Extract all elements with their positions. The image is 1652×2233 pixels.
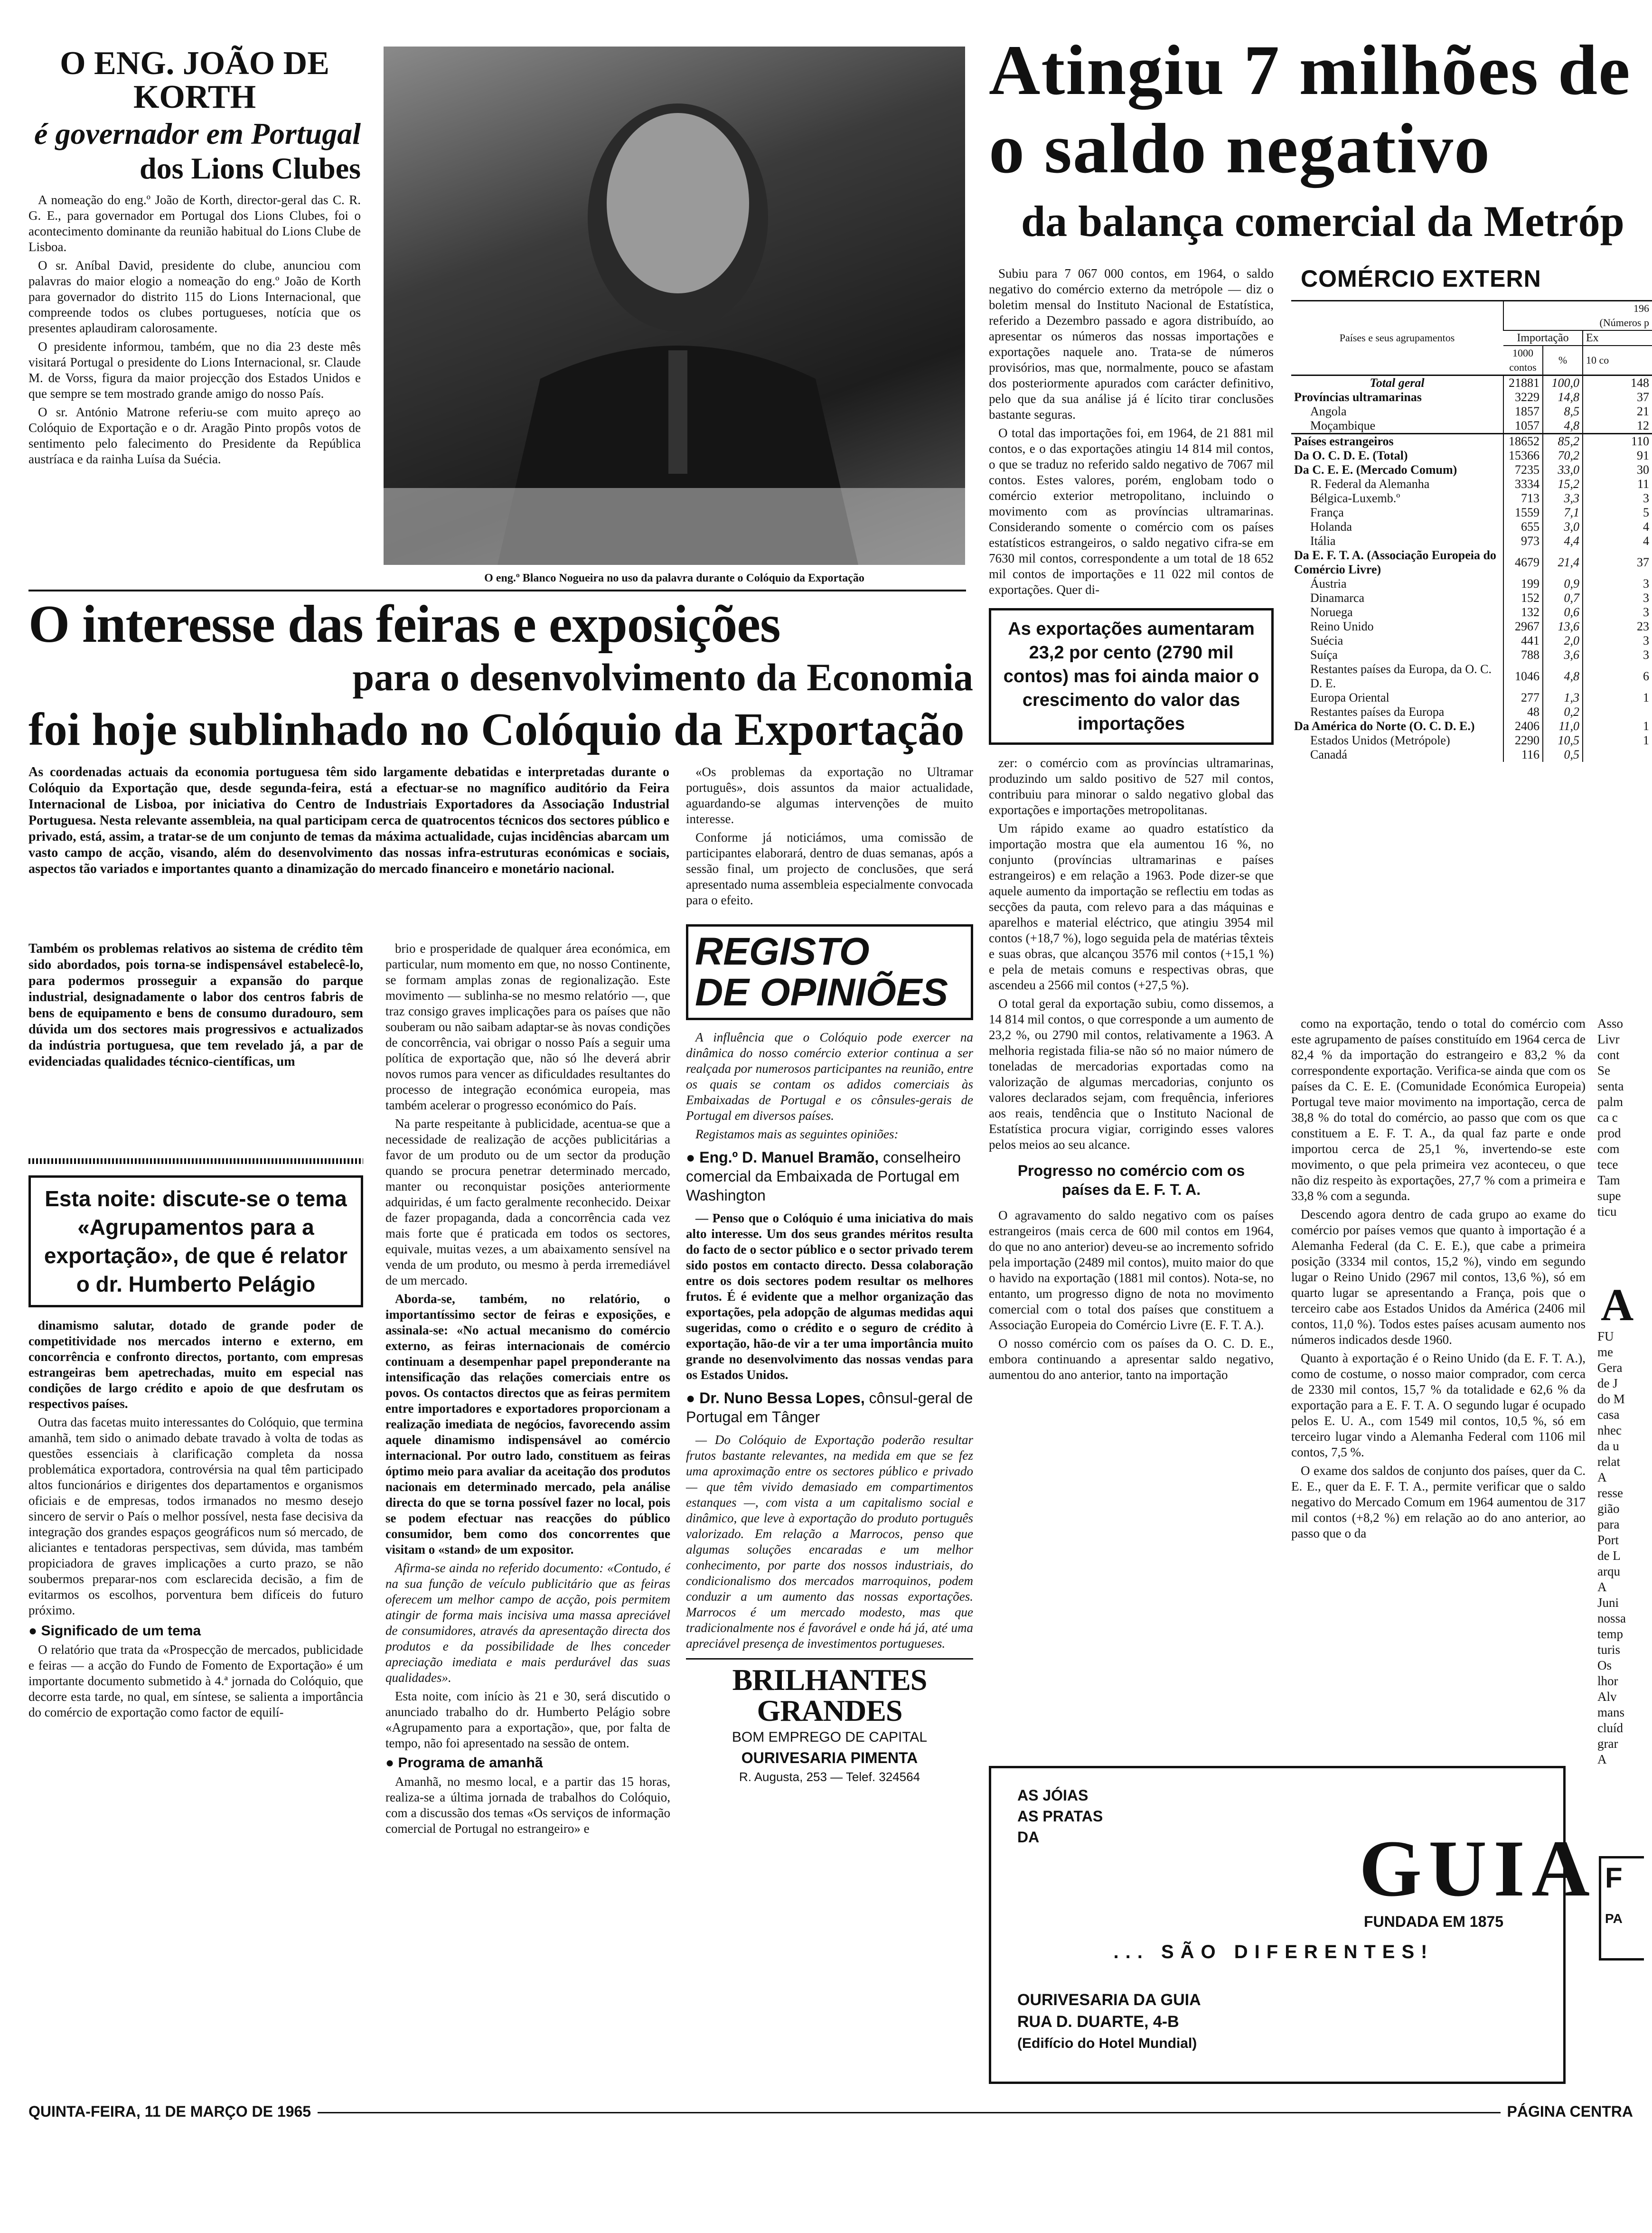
subhead-programa: ● Programa de amanhã [385, 1755, 543, 1771]
table-cell-import-value: 2290 [1503, 733, 1543, 748]
table-cell-import-pct: 33,0 [1543, 463, 1583, 477]
table-cell-import-pct: 21,4 [1543, 548, 1583, 577]
table-cell-country: Da América do Norte (O. C. D. E.) [1294, 719, 1475, 733]
exports-box: As exportações aumentaram 23,2 por cento (2790 mil contos) mas foi ainda maior o crescimento do valor das importações [989, 608, 1274, 745]
edge-word: me [1597, 1345, 1613, 1359]
subhead-significado: ● Significado de um tema [28, 1623, 201, 1639]
edge-word: mans [1597, 1705, 1624, 1719]
edge-word: arqu [1597, 1564, 1620, 1578]
guia-street: RUA D. DUARTE, 4-B [1017, 2013, 1179, 2031]
table-cell-export-value: 3 [1583, 591, 1652, 605]
table-row [1291, 449, 1652, 463]
table-cell-import-pct: 2,0 [1543, 634, 1583, 648]
edge-word: grar [1597, 1736, 1618, 1751]
table-cell-export-value: 3 [1583, 648, 1652, 662]
feiras-col1-body [28, 1318, 363, 1618]
table-cell-import-value: 18652 [1503, 434, 1543, 449]
table-cell-export-value: 6 [1583, 662, 1652, 691]
feiras-headline-1: O interesse das feiras e exposições [28, 595, 780, 654]
table-cell-import-value: 655 [1503, 520, 1543, 534]
registo-title-2: DE OPINIÕES [695, 971, 948, 1014]
edge-word: Livr [1597, 1032, 1620, 1046]
balanca-paragraph: O exame dos saldos de conjunto dos países, quer da C. E. E., quer da E. F. T. A., permite verificar que o saldo negativo do Mercado Comum em 1964 aumentou de 317 mil contos (+8,2 %) em relação ao do ano anterior, ao passo que o da [1291, 1464, 1586, 1540]
table-row [1291, 477, 1652, 491]
balanca-headline-1: Atingiu 7 milhões de [989, 31, 1631, 110]
table-cell-export-value [1583, 748, 1652, 762]
subhead-efta: Progresso no comércio com os países da E. F. T. A. [1017, 1162, 1245, 1198]
table-row [1291, 506, 1652, 520]
brilhantes-ad [686, 1658, 973, 1784]
table-cell-country: Canadá [1310, 748, 1347, 761]
table-cell-country: Estados Unidos (Metrópole) [1310, 733, 1450, 747]
edge-word: resse [1597, 1486, 1623, 1500]
table-cell-export-value: 91 [1583, 449, 1652, 463]
edge-word: senta [1597, 1079, 1624, 1093]
table-row [1291, 463, 1652, 477]
edge-word: Asso [1597, 1016, 1624, 1031]
balanca-paragraph: Descendo agora dentro de cada grupo ao exame do comércio por países vemos que quanto à importação é a Alemanha Federal (da C. E. E.), que cabe a primeira posição (3334 mil contos, 15,2 %), vindo em segundo lugar o Reino Unido (2967 mil contos, 13,6 %), só em quarto lugar se apresentando a França, pois que o terceiro cabe aos Estados Unidos da América (2406 mil contos, 11,0 %). Todos estes países acusam aumento nos números indicados desde 1960. [1291, 1207, 1586, 1347]
table-cell-import-value: 3229 [1503, 390, 1543, 404]
guia-shop: OURIVESARIA DA GUIA [1017, 1991, 1201, 2009]
news-photo [384, 47, 965, 565]
table-cell-import-pct: 11,0 [1543, 719, 1583, 733]
table-cell-import-value: 15366 [1503, 449, 1543, 463]
table-row [1291, 419, 1652, 434]
balanca-paragraph: O total das importações foi, em 1964, de 21 881 mil contos, e o das exportações atingiu 14 814 mil contos, o que se traduz no referido saldo negativo de 7067 mil contos. Estes valores, porém, englobam todo o comércio exterior metropolitano, incluindo o movimento com as províncias ultramarinas. Considerando somente o comércio com os países estatísticos estrangeiros, o saldo negativo cifra-se em 7630 mil contos, correspondente a um total de 18 652 mil contos de importações e 11 022 mil contos de exportações. Quer di- [989, 426, 1274, 597]
korth-article [28, 47, 361, 470]
table-row [1291, 434, 1652, 449]
table-cell-import-value: 116 [1503, 748, 1543, 762]
table-cell-import-pct: 13,6 [1543, 619, 1583, 634]
edge-word: supe [1597, 1189, 1621, 1203]
balanca-paragraph: O total geral da exportação subiu, como dissemos, a 14 814 mil contos, o que corresponde a um aumento de 23,2 %, ou 2790 mil contos, relativamente a 1963. A melhoria registada filia-se não só no maior número de toneladas de mercadorias exportadas como na valorização de algumas mercadorias, conjunto os valores declarados sejam, com frequência, inferiores aos reais, tendência que o Instituto Nacional de Estatística procura vigiar, corrigindo esses valores pelos meios ao seu alcance. [989, 996, 1274, 1152]
unit-contos: 1000 contos [1509, 347, 1537, 373]
table-cell-import-pct: 100,0 [1543, 375, 1583, 391]
table-cell-country: Da O. C. D. E. (Total) [1294, 449, 1408, 462]
table-cell-import-value: 1857 [1503, 404, 1543, 419]
edge-word: Alv [1597, 1689, 1617, 1704]
table-cell-import-pct: 3,3 [1543, 491, 1583, 506]
guia-address-block [1017, 1989, 1201, 2055]
table-cell-export-value: 148 [1583, 375, 1652, 391]
balanca-headline-3: da balança comercial da Metróp [1021, 197, 1624, 245]
table-cell-country: França [1310, 506, 1344, 519]
subhead-significado-text: Significado de um tema [41, 1623, 201, 1639]
table-cell-country: Dinamarca [1310, 591, 1365, 605]
table-cell-import-pct: 3,0 [1543, 520, 1583, 534]
table-cell-import-value: 713 [1503, 491, 1543, 506]
edge-word: Se [1597, 1063, 1610, 1078]
significado-text: O relatório que trata da «Prospecção de mercados, publicidade e feiras — a acção do Fundo de Fomento de Exportação» é um importante documento submetido à 4.ª jornada do Colóquio, que decorre esta tarde, no qual, em síntese, se salienta a importância do comércio de exportação como factor de equilí- [28, 1642, 363, 1719]
opinioes-paragraph: Conforme já noticiámos, uma comissão de participantes elaborará, dentro de duas semanas, após a sessão final, um projecto de conclusões, que será apresentado numa assembleia especialmente convocada para o efeito. [686, 830, 973, 907]
guia-building: (Edifício do Hotel Mundial) [1017, 2036, 1197, 2051]
table-row [1291, 719, 1652, 733]
guia-founded: FUNDADA EM 1875 [1364, 1913, 1503, 1930]
table-cell-country: Angola [1310, 404, 1347, 418]
opinion-2-text: — Do Colóquio de Exportação poderão resultar frutos bastante relevantes, na medida em que se fez uma aproximação entre os sectores público e privado — que têm vivido demasiado em compartimentos estanques —, com vista a um capitalismo social e dinâmico, que leve à exportação do produto português valorizado. Em relação a Marrocos, penso que algumas soluções encaradas e um melhor conhecimento, por parte dos nossos industriais, do condicionalismo dos mercados marroquinos, podem conduzir a um aumento das nossas exportações. Marrocos é um mercado modesto, mas que tradicionalmente nos é favorável e onde há já, até uma apreciável presença de investimentos portugueses. [686, 1433, 973, 1651]
edge-word: lhor [1597, 1674, 1618, 1688]
table-row [1291, 705, 1652, 719]
opinion-2-header: ● Dr. Nuno Bessa Lopes, cônsul-geral de Portugal em Tânger [686, 1389, 973, 1426]
table-cell-country: Da C. E. E. (Mercado Comum) [1294, 463, 1457, 477]
brilhantes-title: BRILHANTES GRANDES [732, 1663, 927, 1728]
opinion-1-header: ● Eng.º D. Manuel Bramão, conselheiro comercial da Embaixada de Portugal em Washington [686, 1149, 961, 1204]
brilhantes-subtitle: BOM EMPREGO DE CAPITAL [732, 1729, 928, 1745]
footer-date: QUINTA-FEIRA, 11 DE MARÇO DE 1965 [28, 2103, 318, 2120]
opinioes-paragraph: «Os problemas da exportação no Ultramar português», dois assuntos da maior actualidade, aguardando-se algumas intervenções de muito interesse. [686, 765, 973, 826]
table-cell-export-value: 3 [1583, 605, 1652, 619]
feiras-col1 [28, 1158, 363, 1723]
table-cell-export-value: 4 [1583, 534, 1652, 548]
divider-rule [28, 590, 966, 591]
feiras-paragraph: Esta noite, com início às 21 e 30, será discutido o anunciado trabalho do dr. Humberto Pelágio sobre «Agrupamento para a exportação», que, por falta de tempo, não foi apresentado na sessão de ontem. [385, 1689, 670, 1750]
edge-word: Os [1597, 1658, 1612, 1672]
table-cell-import-value: 48 [1503, 705, 1543, 719]
edge-letter-a: A [1601, 1279, 1634, 1330]
guia-tagline-2: AS PRATAS [1017, 1808, 1103, 1825]
edge-word: nhec [1597, 1423, 1622, 1437]
edge-word: turis [1597, 1642, 1621, 1657]
table-cell-export-value: 3 [1583, 491, 1652, 506]
opinioes-intro: A influência que o Colóquio pode exercer na dinâmica do nosso comércio exterior continua a ser realçada por numerosos participantes na reunião, entre os quais se contam os adidos comerciais às Embaixadas de Portugal e os cônsules-gerais de Portugal em diversos países. [686, 1030, 973, 1123]
edge-word: ca c [1597, 1110, 1618, 1125]
opinion-1-name: Eng.º D. Manuel Bramão, [699, 1149, 879, 1166]
table-cell-country: Europa Oriental [1310, 691, 1389, 704]
feiras-lead [28, 764, 669, 877]
table-cell-import-pct: 85,2 [1543, 434, 1583, 449]
korth-title-2: é governador em Portugal [34, 116, 361, 150]
table-cell-import-pct: 0,6 [1543, 605, 1583, 619]
opinioes-registamos: Registamos mais as seguintes opiniões: [695, 1127, 899, 1141]
table-cell-country: Suécia [1310, 634, 1343, 647]
table-cell-export-value: 30 [1583, 463, 1652, 477]
opinion-2-name: Dr. Nuno Bessa Lopes, [699, 1389, 865, 1407]
table-cell-import-value: 7235 [1503, 463, 1543, 477]
table-cell-export-value: 21 [1583, 404, 1652, 419]
table-cell-export-value: 37 [1583, 390, 1652, 404]
table-cell-import-pct: 0,5 [1543, 748, 1583, 762]
brilhantes-address: R. Augusta, 253 — Telef. 324564 [739, 1769, 920, 1784]
table-cell-import-pct: 10,5 [1543, 733, 1583, 748]
table-cell-import-value: 132 [1503, 605, 1543, 619]
table-row [1291, 577, 1652, 591]
table-cell-country: Total geral [1370, 376, 1425, 390]
edge-word: Tam [1597, 1173, 1620, 1187]
guia-tagline-3: DA [1017, 1829, 1040, 1846]
edge-word: para [1597, 1517, 1620, 1531]
edge-word: relat [1597, 1454, 1620, 1469]
year-head-year: 196 [1633, 302, 1649, 314]
edge-word: casa [1597, 1407, 1620, 1422]
table-cell-import-value: 2406 [1503, 719, 1543, 733]
table-cell-import-value: 277 [1503, 691, 1543, 705]
table-cell-import-value: 1559 [1503, 506, 1543, 520]
table-cell-import-pct: 8,5 [1543, 404, 1583, 419]
year-head-units: (Números p [1599, 317, 1649, 328]
balanca-col1 [989, 266, 1274, 1386]
table-row [1291, 691, 1652, 705]
table-cell-export-value: 5 [1583, 506, 1652, 520]
table-cell-import-value: 788 [1503, 648, 1543, 662]
brilhantes-shop: OURIVESARIA PIMENTA [741, 1749, 918, 1766]
edge-word: de L [1597, 1548, 1621, 1563]
table-cell-export-value: 37 [1583, 548, 1652, 577]
stats-table [1291, 300, 1652, 762]
table-row [1291, 619, 1652, 634]
table-cell-export-value: 3 [1583, 577, 1652, 591]
opinion-2-role: cônsul-geral de Portugal em Tânger [686, 1389, 973, 1426]
korth-paragraph: O sr. António Matrone referiu-se com muito apreço ao Colóquio de Exportação e o dr. Aragão Pinto propôs votos de sentimento pelo falecimento do Presidente da República austríaca e da rainha Luísa da Suécia. [28, 405, 361, 467]
edge-word: do M [1597, 1392, 1625, 1406]
table-cell-country: Restantes países da Europa, da O. C. D. E. [1310, 662, 1492, 690]
table-cell-export-value: 110 [1583, 434, 1652, 449]
feiras-paragraph: brio e prosperidade de qualquer área económica, em particular, num momento em que, no nosso Continente, se formam amplas zonas de regionalização. Este movimento — sublinha-se no mesmo relatório —, que traz consigo graves implicações para os países que não souberam ou não saibam adaptar-se às novas condições de concorrência, vai obrigar o nosso País a seguir uma política de exportação que, não só lhe deverá abrir novos rumos para vencer as dificuldades resultantes do processo de integração económica europeia, mas também acelerar o progresso económico do País. [385, 941, 670, 1112]
edge-word: A [1597, 1752, 1607, 1766]
feiras-lead-2: Também os problemas relativos ao sistema de crédito têm sido abordados, pois torna-se indispensável estabelecê-lo, para podermos prosseguir a expansão do parque industrial, designadamente o labor dos centros fabris de bens de equipamento e bens de consumo duradouro, sem dúvida um dos sectores mais progressivos e actualizados da indústria portuguesa, que tem revelado já, a par de evidenciadas qualidades técnico-científicas, um [28, 941, 363, 1069]
table-title: COMÉRCIO EXTERN [1301, 265, 1541, 292]
edge-word: nossa [1597, 1611, 1626, 1625]
footer-page: PÁGINA CENTRA [1501, 2103, 1633, 2120]
table-cell-import-value: 3334 [1503, 477, 1543, 491]
table-cell-country: Restantes países da Europa [1310, 705, 1445, 719]
year-head [1503, 301, 1652, 331]
export-head: Ex [1583, 330, 1652, 346]
table-cell-country: Moçambique [1310, 419, 1376, 432]
edge-word: prod [1597, 1126, 1621, 1140]
table-cell-country: R. Federal da Alemanha [1310, 477, 1430, 491]
registo-opinioes-box [686, 924, 973, 1020]
table-cell-export-value: 3 [1583, 634, 1652, 648]
edge-ad-pa: PA [1605, 1911, 1623, 1926]
speaker-silhouette [384, 47, 965, 565]
table-cell-country: Províncias ultramarinas [1294, 390, 1422, 404]
guia-tagline-1: AS JÓIAS [1017, 1787, 1089, 1804]
table-cell-import-value: 1057 [1503, 419, 1543, 434]
table-cell-export-value: 1 [1583, 719, 1652, 733]
comercio-table [1291, 265, 1649, 762]
table-cell-import-pct: 7,1 [1543, 506, 1583, 520]
table-cell-import-value: 973 [1503, 534, 1543, 548]
table-cell-import-value: 152 [1503, 591, 1543, 605]
feiras-paragraph: Outra das facetas muito interessantes do Colóquio, que termina amanhã, tem sido o animado debate travado à volta de todas as questões essenciais à clarificação completa da nossa problemática exportadora, controvérsia na qual têm participado altos funcionários e dirigentes dos departamentos e organismos oficiais e de empresas, todos irmanados no mesmo desejo sincero de servir o País o melhor possível, nesta fase decisiva da integração dos grandes espaços geográficos num só mercado, de aliciantes e tentadoras perspectivas, sem dúvida, mas também propiciadora de graves implicações a curto prazo, se não soubermos preparar-nos com esclarecida decisão, a fim de evitarmos os escolhos, porventura bem difíceis do futuro próximo. [28, 1415, 363, 1617]
balanca-paragraph: como na exportação, tendo o total do comércio com este agrupamento de países constituído em 1964 cerca de 82,4 % da importação do estrangeiro e 83,2 % da correspondente exportação. Verifica-se ainda que com os países da C. E. E. (Comunidade Económica Europeia) Portugal teve maior movimento na importação, cerca de 38,8 % do total do comércio, ao passo que com os que constituem a E. F. T. A., da qual faz parte e onde importou cerca de 25,1 %, invertendo-se este movimento, o que pela primeira vez aconteceu, o que não diz respeito às exportações, 27,7 % com a primeira e 33,8 % com a segunda. [1291, 1016, 1586, 1203]
edge-word: FU [1597, 1329, 1614, 1343]
feiras-paragraph: Afirma-se ainda no referido documento: «Contudo, é na sua função de veículo publicitário que as feiras oferecem um melhor campo de acção, pois permitem atingir de forma mais incisiva uma massa apreciável de consumidores, através da apresentação directa dos produtos e da possibilidade de lhes conceder apreciação imediata e mais perdurável das suas qualidades». [385, 1561, 670, 1685]
unit-pct: % [1543, 346, 1583, 375]
table-row [1291, 548, 1652, 577]
table-row [1291, 591, 1652, 605]
edge-column [1597, 1016, 1633, 1767]
edge-word: cont [1597, 1048, 1620, 1062]
feiras-col2 [385, 941, 670, 1839]
table-cell-export-value: 23 [1583, 619, 1652, 634]
footer [28, 2103, 1633, 2122]
korth-title-3: dos Lions Clubes [140, 151, 361, 186]
table-cell-export-value: 4 [1583, 520, 1652, 534]
korth-paragraph: O sr. Aníbal David, presidente do clube, anunciou com palavras do maior elogio a nomeação do eng.º João de Korth para governador do distrito 115 do Lions Internacional, que compreende todos os clubes portugueses, notícia que os presentes aplaudiram calorosamente. [28, 258, 361, 336]
table-row [1291, 520, 1652, 534]
table-cell-country: Da E. F. T. A. (Associação Europeia do Comércio Livre) [1294, 548, 1496, 576]
countries-head: Países e seus agrupamentos [1339, 332, 1455, 344]
feiras-paragraph: dinamismo salutar, dotado de grande poder de competitividade nos mercados interno e externo, em concorrência e confronto directos, portanto, com empresas estrangeiras bem apetrechadas, muito em especial nas condições de largo crédito e apoio de que desfrutam os respectivos países. [28, 1318, 363, 1411]
table-cell-import-pct: 4,8 [1543, 662, 1583, 691]
table-cell-import-pct: 0,9 [1543, 577, 1583, 591]
edge-word: temp [1597, 1627, 1623, 1641]
table-cell-country: Reino Unido [1310, 619, 1374, 633]
korth-body [28, 192, 361, 467]
opinion-1-text: — Penso que o Colóquio é uma iniciativa do mais alto interesse. Um dos seus grandes méritos resulta do facto de o sector público e o sector privado terem sido postos em contacto directo. Dessa colaboração entre os dois sectores podem resultar os melhores frutos. É é evidente que a melhor organização das exportações, pela adopção de algumas medidas aqui sugeridas, como o crédito e o seguro de crédito à exportação, hão-de vir a ter uma importância muito grande no desenvolvimento das nossas vendas para os Estados Unidos. [686, 1211, 973, 1382]
tonight-box: Esta noite: discute-se o tema «Agrupamentos para a exportação», de que é relator o dr. Humberto Pelágio [28, 1175, 363, 1307]
balanca-paragraph: Subiu para 7 067 000 contos, em 1964, o saldo negativo do comércio externo da metrópole — diz o boletim mensal do Instituto Nacional de Estatística, referido a Dezembro passado e agora distribuído, ao apresentar os números das nossas importações e exportações naquele ano. Trata-se de números provisórios, mas que, normalmente, pouco se afastam dos posteriormente apurados com carácter definitivo, pelo que da sua análise já é lícito tirar conclusões bastante seguras. [989, 266, 1274, 422]
table-cell-country: Itália [1310, 534, 1336, 548]
table-cell-export-value: 12 [1583, 419, 1652, 434]
edge-word: de J [1597, 1376, 1618, 1390]
divider-rule [28, 1158, 363, 1164]
table-row [1291, 648, 1652, 662]
programa-text: Amanhã, no mesmo local, e a partir das 15 horas, realiza-se a última jornada de trabalhos do Colóquio, com a discussão dos temas «Os serviços de informação comercial de Portugal no estrangeiro» e [385, 1774, 670, 1836]
feiras-paragraph: Aborda-se, também, no relatório, o importantíssimo sector de feiras e exposições, e assinala-se: «No actual mecanismo do comércio externo, as feiras internacionais de comércio continuam a desempenhar papel preponderante na intensificação das relações comerciais entre os povos. Os contactos directos que as feiras permitem entre importadores e exportadores proporcionam a realização imediata de negócios, favorecendo assim aquele dinamismo indispensável ao comércio internacional. Por outro lado, constituem as feiras óptimo meio para avaliar da aceitação dos produtos nacionais em determinado mercado, pela análise directa do que se torna possível fazer no local, pois se podem efectuar nas reacções do público consumidor, bem como dos concorrentes que visitam o «stand» de um expositor. [385, 1292, 670, 1557]
edge-ad-f: F [1605, 1862, 1623, 1894]
edge-word: tece [1597, 1157, 1618, 1172]
table-cell-import-pct: 4,4 [1543, 534, 1583, 548]
edge-word: cluíd [1597, 1721, 1623, 1735]
opinioes-column [686, 764, 973, 1784]
edge-word: Juni [1597, 1595, 1619, 1610]
balanca-col2 [1291, 1016, 1586, 1544]
table-cell-import-pct: 0,7 [1543, 591, 1583, 605]
feiras-headline-3: foi hoje sublinhado no Colóquio da Exportação [28, 704, 965, 755]
table-cell-export-value: 11 [1583, 477, 1652, 491]
edge-word: Port [1597, 1533, 1619, 1547]
balanca-headline [989, 31, 1633, 245]
registo-title-1: REGISTO [695, 930, 870, 973]
balanca-paragraph: zer: o comércio com as províncias ultramarinas, produzindo um saldo positivo de 527 mil contos, contribuiu para minorar o saldo negativo global das exportações e importações metropolitanas. [989, 756, 1274, 817]
balanca-paragraph: Um rápido exame ao quadro estatístico da importação mostra que ela aumentou 16 %, no conjunto (províncias ultramarinas e países estrangeiros) e em relação a 1963. Pode dizer-se que aquele aumento da importação se reflectiu em todas as secções da pauta, com relevo para a das máquinas e aparelhos e material eléctrico, que atingiu 3954 mil contos (+18,7 %), logo seguida pela de matérias têxteis e suas obras, que alcançou 3576 mil contos (+15,1 %) e pela de metais comuns e respectivas obras, que ascendeu a 2566 mil contos (+27,5 %). [989, 821, 1274, 992]
guia-brand: GUIA [1359, 1824, 1596, 1913]
korth-paragraph: A nomeação do eng.º João de Korth, director-geral das C. R. G. E., para governador em Portugal dos Lions Clubes, foi o acontecimento dominante da reunião habitual do Lions Clube de Lisboa. [28, 193, 361, 254]
table-cell-export-value [1583, 705, 1652, 719]
edge-ad-box [1599, 1856, 1644, 1961]
import-head: Importação [1517, 332, 1569, 344]
table-cell-import-value: 199 [1503, 577, 1543, 591]
korth-title-1: O ENG. JOÃO DE KORTH [60, 45, 329, 116]
table-row [1291, 534, 1652, 548]
table-cell-import-pct: 14,8 [1543, 390, 1583, 404]
balanca-paragraph: Quanto à exportação é o Reino Unido (da E. F. T. A.), como de costume, o nosso maior comprador, com cerca de 2330 mil contos, 15,7 % da totalidade e 62,6 % da exportação para a E. F. T. A. O segundo lugar é ocupado pelos E. U. A., com 1549 mil contos, 10,5 %, só em terceiro lugar vindo a Alemanha Federal com 1106 mil contos, 7,5 %. [1291, 1351, 1586, 1459]
table-cell-country: Áustria [1310, 577, 1347, 591]
photo-caption: O eng.º Blanco Nogueira no uso da palavra durante o Colóquio da Exportação [484, 572, 864, 584]
table-cell-country: Bélgica-Luxemb.º [1310, 491, 1400, 505]
table-cell-import-pct: 15,2 [1543, 477, 1583, 491]
subhead-programa-text: Programa de amanhã [398, 1755, 543, 1771]
table-cell-import-pct: 0,2 [1543, 705, 1583, 719]
table-cell-import-pct: 1,3 [1543, 691, 1583, 705]
table-cell-import-value: 1046 [1503, 662, 1543, 691]
guia-slogan: ... SÃO DIFERENTES! [1113, 1942, 1434, 1962]
table-cell-country: Holanda [1310, 520, 1352, 534]
edge-word: gião [1597, 1501, 1620, 1516]
table-cell-import-pct: 4,8 [1543, 419, 1583, 434]
balanca-paragraph: O agravamento do saldo negativo com os países estrangeiros (mais cerca de 600 mil contos em 1964, do que no ano anterior) deveu-se ao incremento sofrido pela importação (2489 mil contos), muito maior do que o havido na exportação (1881 mil contos). Nota-se, no entanto, um progresso digno de nota no movimento comercial com o total dos países que constituem a Associação Europeia do Comércio Livre (E. F. T. A.). [989, 1208, 1274, 1332]
balanca-headline-2: o saldo negativo [989, 109, 1491, 188]
korth-paragraph: O presidente informou, também, que no dia 23 deste mês visitará Portugal o presidente do Lions Internacional, sr. Claude M. de Vorss, figura da maior projecção dos Estados Unidos e que sempre se tem mostrado grande amigo do nosso País. [28, 339, 361, 401]
table-row [1291, 733, 1652, 748]
edge-word: Gera [1597, 1360, 1623, 1375]
table-cell-import-value: 441 [1503, 634, 1543, 648]
table-cell-export-value: 1 [1583, 691, 1652, 705]
balanca-paragraph: O nosso comércio com os países da O. C. D. E., embora continuando a apresentar saldo negativo, aumentou do ano anterior, tanto na importação [989, 1336, 1274, 1382]
guia-ad [989, 1766, 1596, 2084]
table-row [1291, 375, 1652, 391]
table-row [1291, 404, 1652, 419]
table-row [1291, 390, 1652, 404]
table-row [1291, 605, 1652, 619]
table-row [1291, 748, 1652, 762]
edge-word: ticu [1597, 1204, 1617, 1219]
table-cell-country: Suíça [1310, 648, 1338, 662]
table-body [1291, 375, 1652, 762]
table-row [1291, 634, 1652, 648]
table-cell-country: Países estrangeiros [1294, 434, 1394, 448]
table-cell-import-value: 4679 [1503, 548, 1543, 577]
edge-word: da u [1597, 1439, 1619, 1453]
edge-word: com [1597, 1142, 1620, 1156]
unit-contos-2: 10 co [1583, 346, 1652, 375]
table-cell-import-value: 21881 [1503, 375, 1543, 391]
table-cell-import-pct: 70,2 [1543, 449, 1583, 463]
edge-word: palm [1597, 1095, 1623, 1109]
table-cell-country: Noruega [1310, 605, 1353, 619]
feiras-paragraph: Na parte respeitante à publicidade, acentua-se que a necessidade de realização de acções publicitárias a favor de um produto ou de um sector da produção quando se procura penetrar determinado mercado, manter ou reconquistar posições anteriormente adquiridas, é um facto geralmente reconhecido. Deixar de fazer propaganda, dada a concorrência cada vez mais forte que é praticada em todos os sectores, equivale, muitas vezes, a um abaixamento sensível na venda de um produto, ou mesmo à perda irremediável de um mercado. [385, 1116, 670, 1287]
opinion-1-role: conselheiro comercial da Embaixada de Portugal em Washington [686, 1149, 961, 1204]
guia-tagline [1017, 1785, 1103, 1848]
table-cell-export-value: 1 [1583, 733, 1652, 748]
table-cell-import-value: 2967 [1503, 619, 1543, 634]
table-row [1291, 491, 1652, 506]
table-row [1291, 662, 1652, 691]
edge-word: A [1597, 1470, 1607, 1484]
feiras-lead-text: As coordenadas actuais da economia portuguesa têm sido largamente debatidas e interpretadas durante o Colóquio da Exportação que, desde segunda-feira, está a efectuar-se no magnífico auditório da Feira Internacional de Lisboa, por iniciativa do Centro de Industriais Exportadores da Associação Industrial Portuguesa. Nesta relevante assembleia, na qual participam cerca de quatrocentos técnicos dos sectores público e privado, está, assim, a tratar-se de um conjunto de temas da máxima actualidade, cujas incidências abarcam um vasto campo de acção, visando, além do desenvolvimento das nossas infra-estruturas económicas e sociais, aspectos tão variados e importantes quanto a dinamização do mercado financeiro e monetário nacional. [28, 765, 669, 876]
edge-word: A [1597, 1580, 1607, 1594]
table-cell-import-pct: 3,6 [1543, 648, 1583, 662]
feiras-headline-2: para o desenvolvimento da Economia [352, 656, 973, 699]
